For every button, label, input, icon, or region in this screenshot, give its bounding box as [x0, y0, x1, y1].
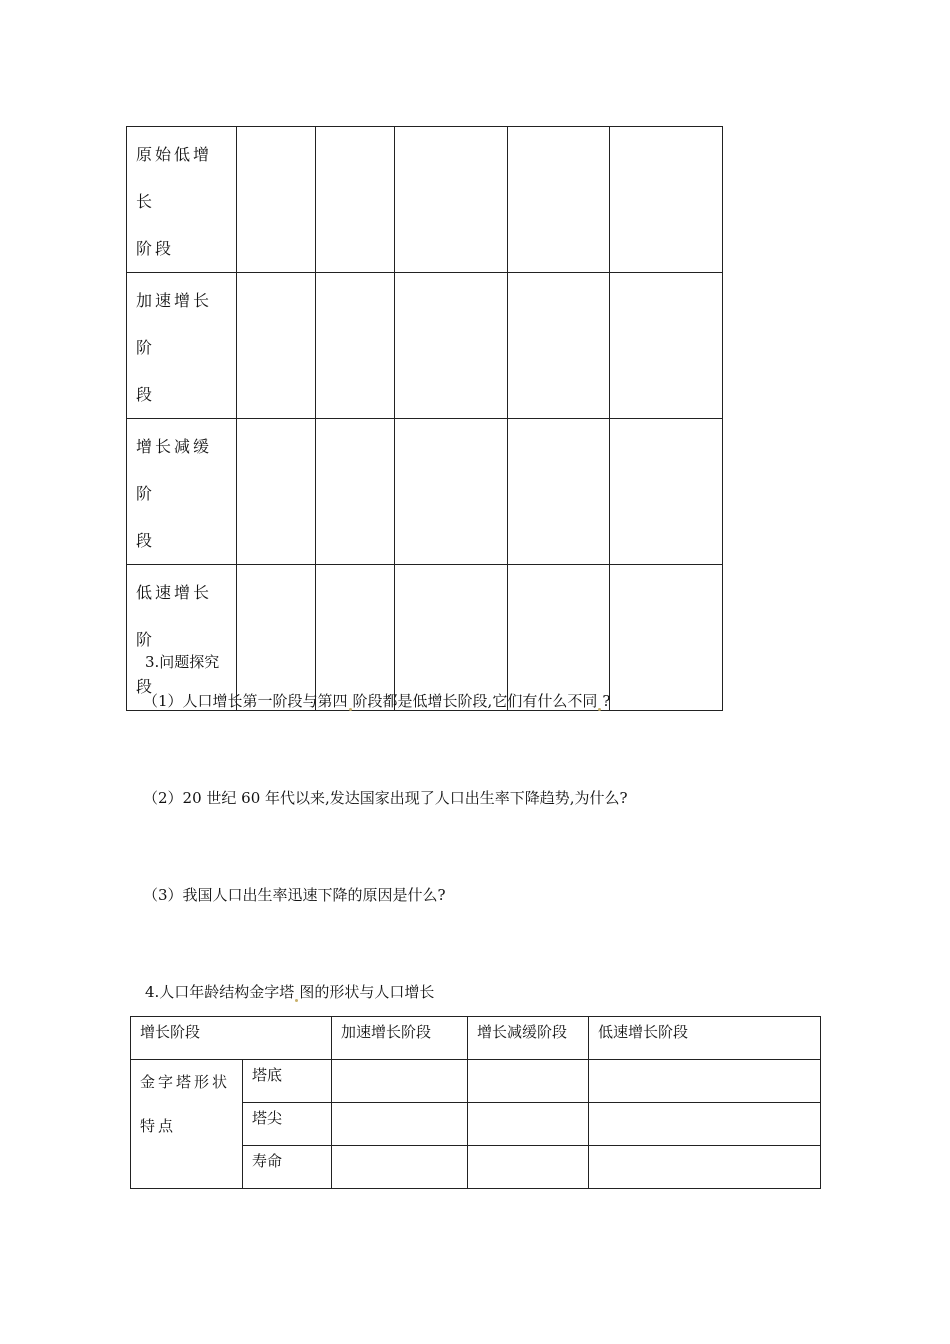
table-cell[interactable]: [468, 1060, 589, 1103]
stage-label: 原始低增长 阶段: [127, 127, 237, 273]
table-cell[interactable]: [237, 419, 316, 565]
sub-row-label: 寿命: [243, 1146, 332, 1189]
table-cell[interactable]: [468, 1146, 589, 1189]
table-row: [127, 273, 723, 419]
table-cell[interactable]: [508, 127, 610, 273]
table-cell[interactable]: [589, 1060, 821, 1103]
stage-label: 低速增长阶 段: [127, 565, 237, 711]
sub-row-label: 塔尖: [243, 1103, 332, 1146]
sub-row-label: 塔底: [243, 1060, 332, 1103]
table-cell[interactable]: [508, 273, 610, 419]
marker: [598, 708, 601, 711]
question-3: （3）我国人口出生率迅速下降的原因是什么?: [143, 886, 446, 904]
table-cell[interactable]: [508, 565, 610, 711]
question-1: （1）人口增长第一阶段与第四 阶段都是低增长阶段,它们有什么不同 ?: [143, 692, 611, 710]
table-row: [127, 419, 723, 565]
table-cell[interactable]: [395, 565, 508, 711]
marker: [349, 708, 352, 711]
table-cell[interactable]: [589, 1146, 821, 1189]
table-cell[interactable]: [610, 419, 723, 565]
table-cell[interactable]: [332, 1146, 468, 1189]
table-cell[interactable]: [332, 1103, 468, 1146]
table-cell[interactable]: [237, 565, 316, 711]
table-cell[interactable]: [468, 1103, 589, 1146]
table-cell[interactable]: [237, 127, 316, 273]
marker: [295, 999, 298, 1002]
table-cell[interactable]: [610, 127, 723, 273]
question-2: （2）20 世纪 60 年代以来,发达国家出现了人口出生率下降趋势,为什么?: [143, 789, 628, 807]
table-cell[interactable]: [508, 419, 610, 565]
table-cell[interactable]: [316, 419, 395, 565]
table-cell[interactable]: [589, 1103, 821, 1146]
table-cell[interactable]: [316, 565, 395, 711]
population-stage-table: [126, 126, 723, 711]
pyramid-shape-table: [130, 1016, 821, 1189]
table-cell[interactable]: [395, 127, 508, 273]
table-row: [131, 1060, 821, 1103]
stage-label: 加速增长阶 段: [127, 273, 237, 419]
section-4-heading: 4.人口年龄结构金字塔 图的形状与人口增长: [145, 983, 435, 1001]
table-cell[interactable]: [316, 127, 395, 273]
section-3-heading: 3.问题探究: [145, 653, 220, 671]
header-cell: 增长阶段: [131, 1017, 332, 1060]
header-cell: 增长减缓阶段: [468, 1017, 589, 1060]
table-cell[interactable]: [395, 419, 508, 565]
header-cell: 加速增长阶段: [332, 1017, 468, 1060]
table-row: [127, 127, 723, 273]
table-cell[interactable]: [332, 1060, 468, 1103]
table-cell[interactable]: [395, 273, 508, 419]
stage-label: 增长减缓阶 段: [127, 419, 237, 565]
table-cell[interactable]: [610, 273, 723, 419]
header-cell: 低速增长阶段: [589, 1017, 821, 1060]
table-row: [127, 565, 723, 711]
table-cell[interactable]: [610, 565, 723, 711]
group-label: 金字塔形状 特点: [131, 1060, 243, 1189]
table-cell[interactable]: [316, 273, 395, 419]
table-cell[interactable]: [237, 273, 316, 419]
table-header-row: [131, 1017, 821, 1060]
